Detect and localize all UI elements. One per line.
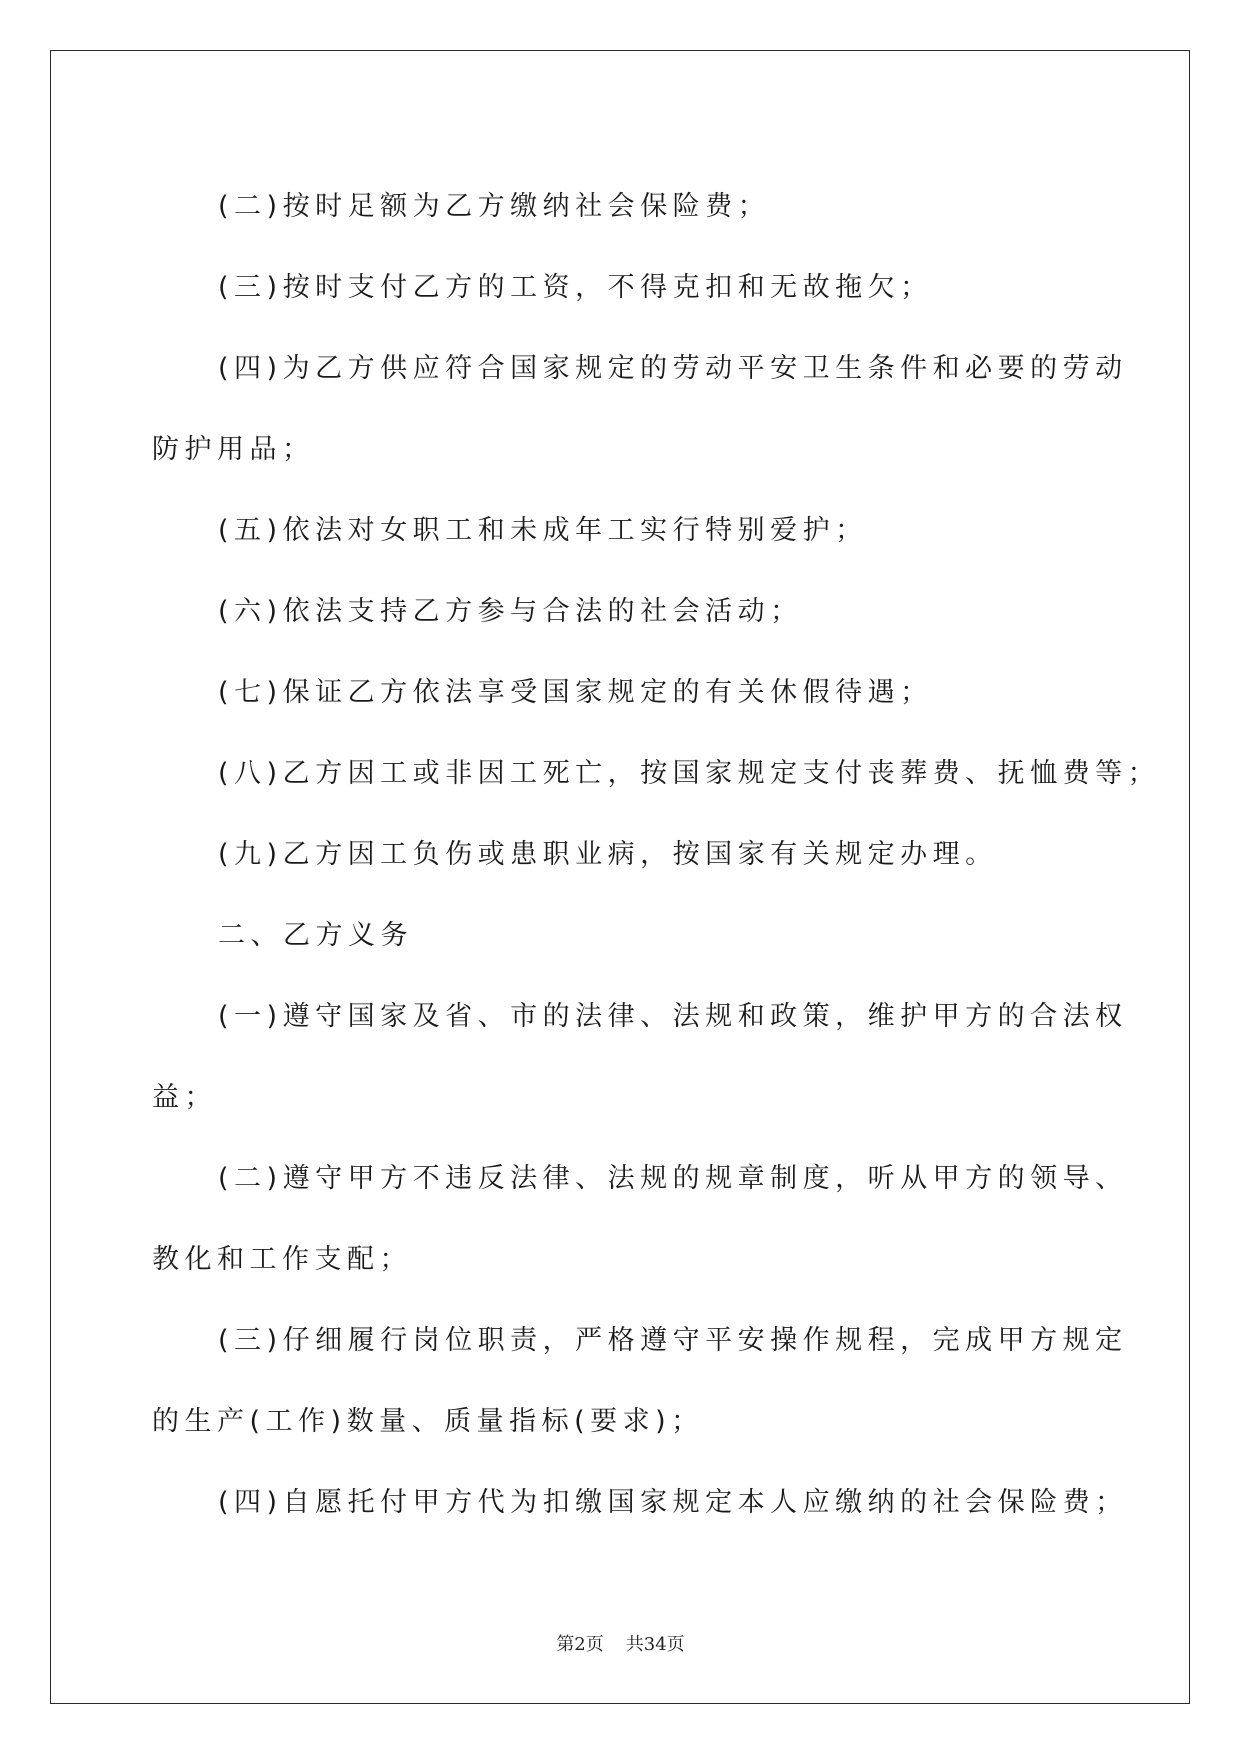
paragraph-line: (七)保证乙方依法享受国家规定的有关休假待遇； <box>218 677 933 708</box>
paragraph-line: (二)按时足额为乙方缴纳社会保险费； <box>218 191 771 222</box>
paragraph-line: (一)遵守国家及省、市的法律、法规和政策，维护甲方的合法权 <box>218 1001 1128 1032</box>
paragraph-line: (三)按时支付乙方的工资，不得克扣和无故拖欠； <box>218 272 933 303</box>
paragraph-continuation: 防护用品； <box>152 434 315 465</box>
page-number: 第2页 <box>556 1634 604 1655</box>
paragraph-line: (二)遵守甲方不违反法律、法规的规章制度，听从甲方的领导、 <box>218 1163 1128 1194</box>
paragraph-continuation: 益； <box>152 1082 217 1113</box>
document-body <box>152 166 1161 1543</box>
paragraph-line: (八)乙方因工或非因工死亡，按国家规定支付丧葬费、抚恤费等； <box>218 758 1161 789</box>
paragraph-line: (六)依法支持乙方参与合法的社会活动； <box>218 596 803 627</box>
page-footer <box>0 1630 1241 1656</box>
paragraph-line: (四)自愿托付甲方代为扣缴国家规定本人应缴纳的社会保险费； <box>218 1487 1128 1518</box>
paragraph-continuation: 的生产(工作)数量、质量指标(要求)； <box>152 1406 704 1437</box>
paragraph-continuation: 教化和工作支配； <box>152 1244 412 1275</box>
total-pages: 共34页 <box>625 1634 685 1655</box>
paragraph-line: (九)乙方因工负伤或患职业病，按国家有关规定办理。 <box>218 839 998 870</box>
paragraph-line: (三)仔细履行岗位职责，严格遵守平安操作规程，完成甲方规定 <box>218 1325 1128 1356</box>
paragraph-line: (四)为乙方供应符合国家规定的劳动平安卫生条件和必要的劳动 <box>218 353 1128 384</box>
paragraph-line: (五)依法对女职工和未成年工实行特别爱护； <box>218 515 868 546</box>
section-heading: 二、乙方义务 <box>218 920 413 951</box>
